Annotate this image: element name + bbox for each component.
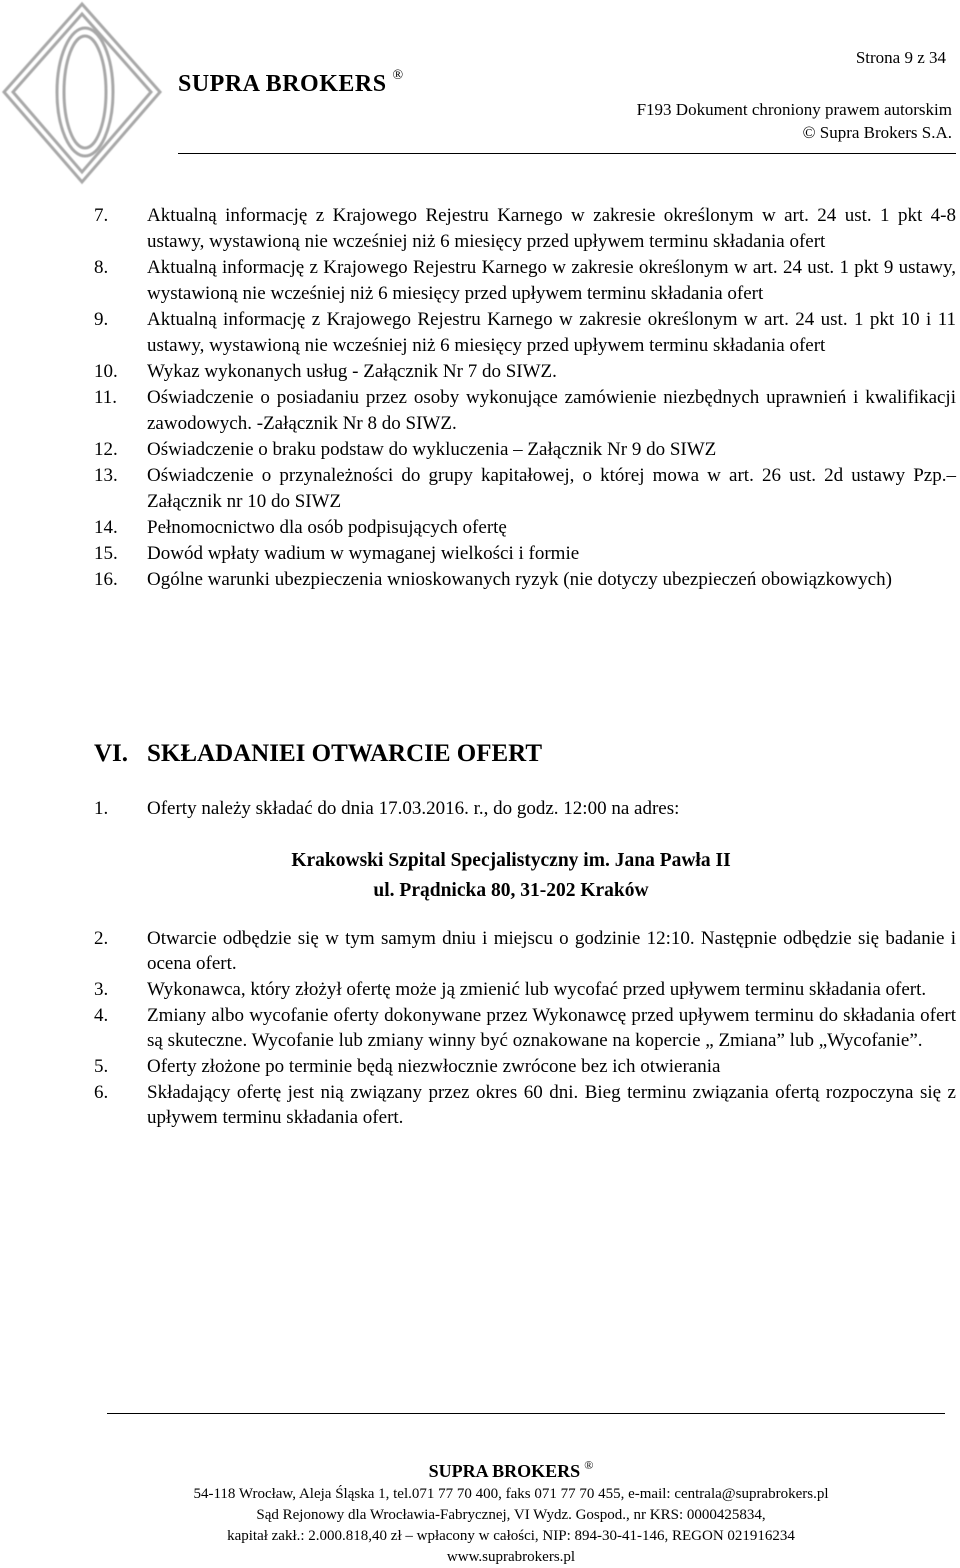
list-number: 15. xyxy=(94,543,118,564)
list-item xyxy=(94,203,956,255)
registered-mark: ® xyxy=(584,1458,594,1472)
list-number: 6. xyxy=(94,1082,109,1103)
brand-name-text: SUPRA BROKERS xyxy=(178,71,387,97)
list-text: Wykaz wykonanych usług - Załącznik Nr 7 do SIWZ. xyxy=(147,361,557,382)
list-text: Aktualną informację z Krajowego Rejestru Karnego w zakresie określonym w art. 24 ust. 1 pkt 10 i 11 ustawy, wystawioną nie wcześniej niż 6 miesięcy przed upływem terminu składania ofert xyxy=(147,309,956,356)
list-number: 2. xyxy=(94,928,109,949)
document-body xyxy=(94,203,956,593)
document-code: F193 Dokument chroniony prawem autorskim xyxy=(636,100,952,119)
section-heading xyxy=(94,740,542,768)
list-text: Składający ofertę jest nią związany przez okres 60 dni. Bieg terminu związania ofertą rozpoczyna się z upływem terminu składania ofert. xyxy=(147,1082,956,1128)
list-text: Oświadczenie o posiadaniu przez osoby wykonujące zamówienie niezbędnych uprawnień i kwalifikacji zawodowych. -Załącznik Nr 8 do SIWZ. xyxy=(147,387,956,434)
list-item xyxy=(94,541,956,567)
footer-brand xyxy=(94,1452,928,1484)
list-item xyxy=(94,567,956,593)
list-text: Oświadczenie o przynależności do grupy kapitałowej, o której mowa w art. 26 ust. 2d ustawy Pzp.– Załącznik nr 10 do SIWZ xyxy=(147,465,956,512)
opening-rules-list xyxy=(94,926,956,1130)
list-item xyxy=(94,463,956,515)
list-item xyxy=(94,796,956,822)
list-text: Aktualną informację z Krajowego Rejestru Karnego w zakresie określonym w art. 24 ust. 1 pkt 4-8 ustawy, wystawioną nie wcześniej niż 6 miesięcy przed upływem terminu składania ofert xyxy=(147,205,956,252)
list-number: 13. xyxy=(94,465,118,486)
list-number: 4. xyxy=(94,1005,109,1026)
list-item xyxy=(94,515,956,541)
list-number: 10. xyxy=(94,361,118,382)
list-text: Oferty złożone po terminie będą niezwłocznie zwrócone bez ich otwierania xyxy=(147,1056,721,1077)
list-item xyxy=(94,1080,956,1130)
list-text: Aktualną informację z Krajowego Rejestru Karnego w zakresie określonym w art. 24 ust. 1 pkt 9 ustawy, wystawioną nie wcześniej niż 6 miesięcy przed upływem terminu składania ofert xyxy=(147,257,956,304)
page-number: Strona 9 z 34 xyxy=(855,48,946,67)
list-number: 3. xyxy=(94,979,109,1000)
list-item xyxy=(94,307,956,359)
list-item xyxy=(94,255,956,307)
list-item xyxy=(94,926,956,976)
list-text: Otwarcie odbędzie się w tym samym dniu i miejscu o godzinie 12:10. Następnie odbędzie się badanie i ocena ofert. xyxy=(147,928,956,974)
list-number: 14. xyxy=(94,517,118,538)
list-number: 16. xyxy=(94,569,118,590)
list-text: Dowód wpłaty wadium w wymaganej wielkości i formie xyxy=(147,543,580,564)
list-number: 11. xyxy=(94,387,118,408)
section-title: SKŁADANIEI OTWARCIE OFERT xyxy=(147,740,543,767)
list-text: Zmiany albo wycofanie oferty dokonywane przez Wykonawcę przed upływem terminu do składania ofert są skuteczne. Wycofanie lub zmiany winny być oznakowane na kopercie „ Zmiana” lub „Wycofanie”. xyxy=(147,1005,956,1051)
list-text: Ogólne warunki ubezpieczenia wnioskowanych ryzyk (nie dotyczy ubezpieczeń obowiązkowych) xyxy=(147,569,892,590)
list-number: 5. xyxy=(94,1056,109,1077)
footer-divider xyxy=(107,1413,945,1414)
list-number: 1. xyxy=(94,798,109,819)
list-item xyxy=(94,977,956,1002)
footer-brand-text: SUPRA BROKERS xyxy=(428,1461,581,1481)
list-number: 9. xyxy=(94,309,109,330)
section-number: VI. xyxy=(94,740,129,767)
footer-website[interactable]: www.suprabrokers.pl xyxy=(446,1549,576,1565)
list-item xyxy=(94,437,956,463)
list-item xyxy=(94,359,956,385)
footer-company-ids: kapitał zakł.: 2.000.818,40 zł – wpłacony w całości, NIP: 894-30-41-146, REGON 021916234 xyxy=(227,1528,795,1544)
footer-contact: 54-118 Wrocław, Aleja Śląska 1, tel.071 77 70 400, faks 071 77 70 455, e-mail: centrala@suprabrokers.pl xyxy=(193,1486,829,1502)
list-text: Pełnomocnictwo dla osób podpisujących ofertę xyxy=(147,517,507,538)
list-text: Oświadczenie o braku podstaw do wykluczenia – Załącznik Nr 9 do SIWZ xyxy=(147,439,717,460)
list-number: 12. xyxy=(94,439,118,460)
list-text: Wykonawca, który złożył ofertę może ją zmienić lub wycofać przed upływem terminu składania ofert. xyxy=(147,979,927,1000)
brand-name xyxy=(178,68,404,98)
copyright-note xyxy=(637,98,952,144)
list-number: 8. xyxy=(94,257,109,278)
footer-court-registration: Sąd Rejonowy dla Wrocławia-Fabrycznej, VI Wydz. Gospod., nr KRS: 0000425834, xyxy=(256,1507,766,1523)
list-number: 7. xyxy=(94,205,109,226)
list-item xyxy=(94,1003,956,1053)
list-item xyxy=(94,1054,956,1079)
delivery-address xyxy=(94,846,928,906)
footer xyxy=(94,1452,928,1568)
address-institution: Krakowski Szpital Specjalistyczny im. Jana Pawła II xyxy=(291,850,731,871)
registered-mark: ® xyxy=(392,68,404,83)
supra-brokers-logo xyxy=(0,0,170,190)
header-divider xyxy=(178,153,956,154)
list-item xyxy=(94,385,956,437)
address-street: ul. Prądnicka 80, 31-202 Kraków xyxy=(373,880,649,901)
list-text: Oferty należy składać do dnia 17.03.2016. r., do godz. 12:00 na adres: xyxy=(147,798,680,819)
copyright-holder: © Supra Brokers S.A. xyxy=(802,123,952,142)
